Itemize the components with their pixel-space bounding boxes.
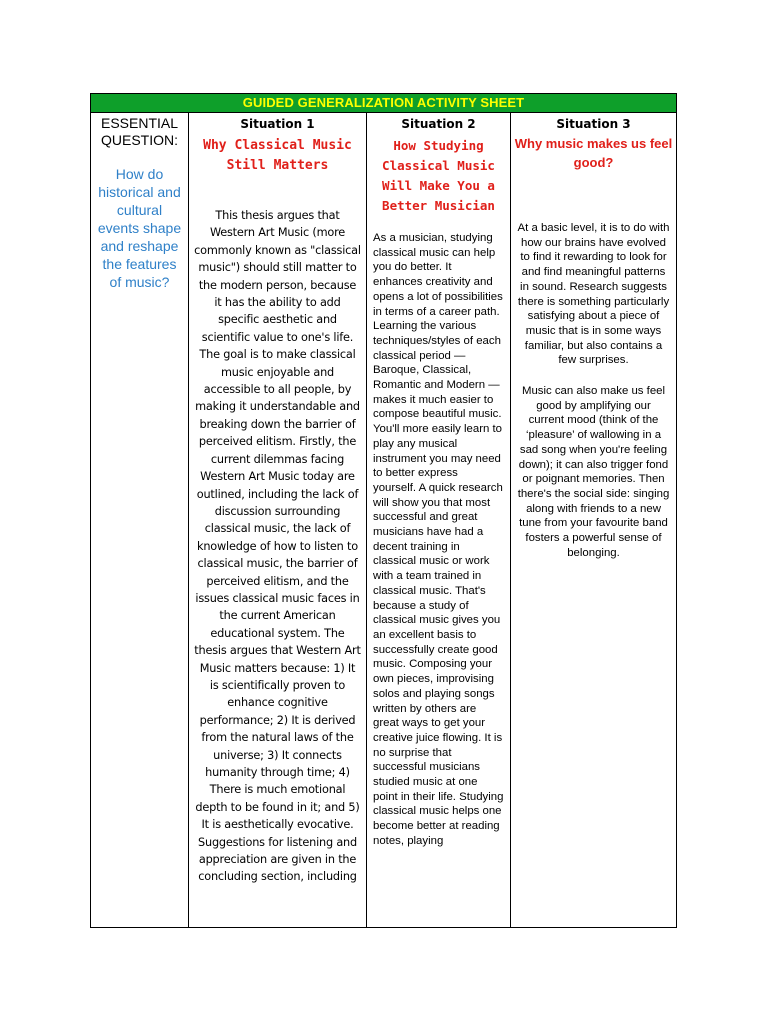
situation-3-column <box>511 113 676 927</box>
activity-sheet-table <box>90 93 677 928</box>
situation-1-title: Why Classical Music Still Matters <box>203 138 352 173</box>
situation-3-body <box>511 221 676 560</box>
sheet-title-banner: GUIDED GENERALIZATION ACTIVITY SHEET <box>91 94 676 113</box>
situation-3-paragraph-2: Music can also make us feel good by amplifying our current mood (think of the ‘pleasure’ of wallowing in a sad song when you're feeling down); it can also trigger fond or poignant memories. Then there's the social side: singing along with friends to a new tune from your favourite band fosters a powerful sense of belonging. <box>517 385 670 559</box>
situation-3-heading: Situation 3 <box>556 117 631 131</box>
situation-2-title: How Studying Classical Music Will Make You a Better Musician <box>382 138 495 213</box>
essential-question-label: ESSENTIAL QUESTION: <box>100 115 179 148</box>
situation-1-body: This thesis argues that Western Art Music (more commonly known as "classical music") should still matter to the modern person, because it has the ability to add specific aesthetic and scientific value to one's life. The goal is to make classical music enjoyable and accessible to all people, by making it understandable and breaking down the barrier of perceived elitism. Firstly, the current dilemmas facing Western Art Music today are outlined, including the lack of discussion surrounding classical music, the lack of knowledge of how to listen to classical music, the barrier of perceived elitism, and the issues classical music faces in the current American educational system. The thesis argues that Western Art Music matters because: 1) It is scientifically proven to enhance cognitive performance; 2) It is derived from the natural laws of the universe; 3) It connects humanity through time; 4) There is much emotional depth to be found in it; and 5) It is aesthetically evocative. Suggestions for listening and appreciation are given in the concluding section, including <box>194 209 361 884</box>
situation-1-heading: Situation 1 <box>240 117 315 131</box>
situation-3-title: Why music makes us feel good? <box>514 136 673 170</box>
essential-question-text: How do historical and cultural events shape and reshape the features of music? <box>97 166 182 290</box>
situation-2-column <box>367 113 511 927</box>
essential-question-column <box>91 113 189 927</box>
situation-2-heading: Situation 2 <box>401 117 476 131</box>
situation-1-column <box>189 113 367 927</box>
situation-3-paragraph-1: At a basic level, it is to do with how our brains have evolved to find it rewarding to look for and find meaningful patterns in sound. Research suggests there is something particularly satisfying about a piece of music that is in some ways familiar, but also contains a few surprises. <box>517 222 670 367</box>
situation-2-body: As a musician, studying classical music can help you do better. It enhances creativity and opens a lot of possibilities in terms of a career path. Learning the various techniques/styles of each classical period — Baroque, Classical, Romantic and Modern — makes it much easier to compose beautiful music. You'll more easily learn to play any musical instrument you may need to better express yourself. A quick research will show you that most successful and great musicians have had a decent training in classical music or work with a team trained in classical music. That's because a study of classical music gives you an excellent basis to successfully create good music. Composing your own pieces, improvising solos and playing songs written by others are great ways to get your creative juice flowing. It is no surprise that successful musicians studied music at one point in their life. Studying classical music helps one become better at reading notes, playing <box>373 232 504 847</box>
